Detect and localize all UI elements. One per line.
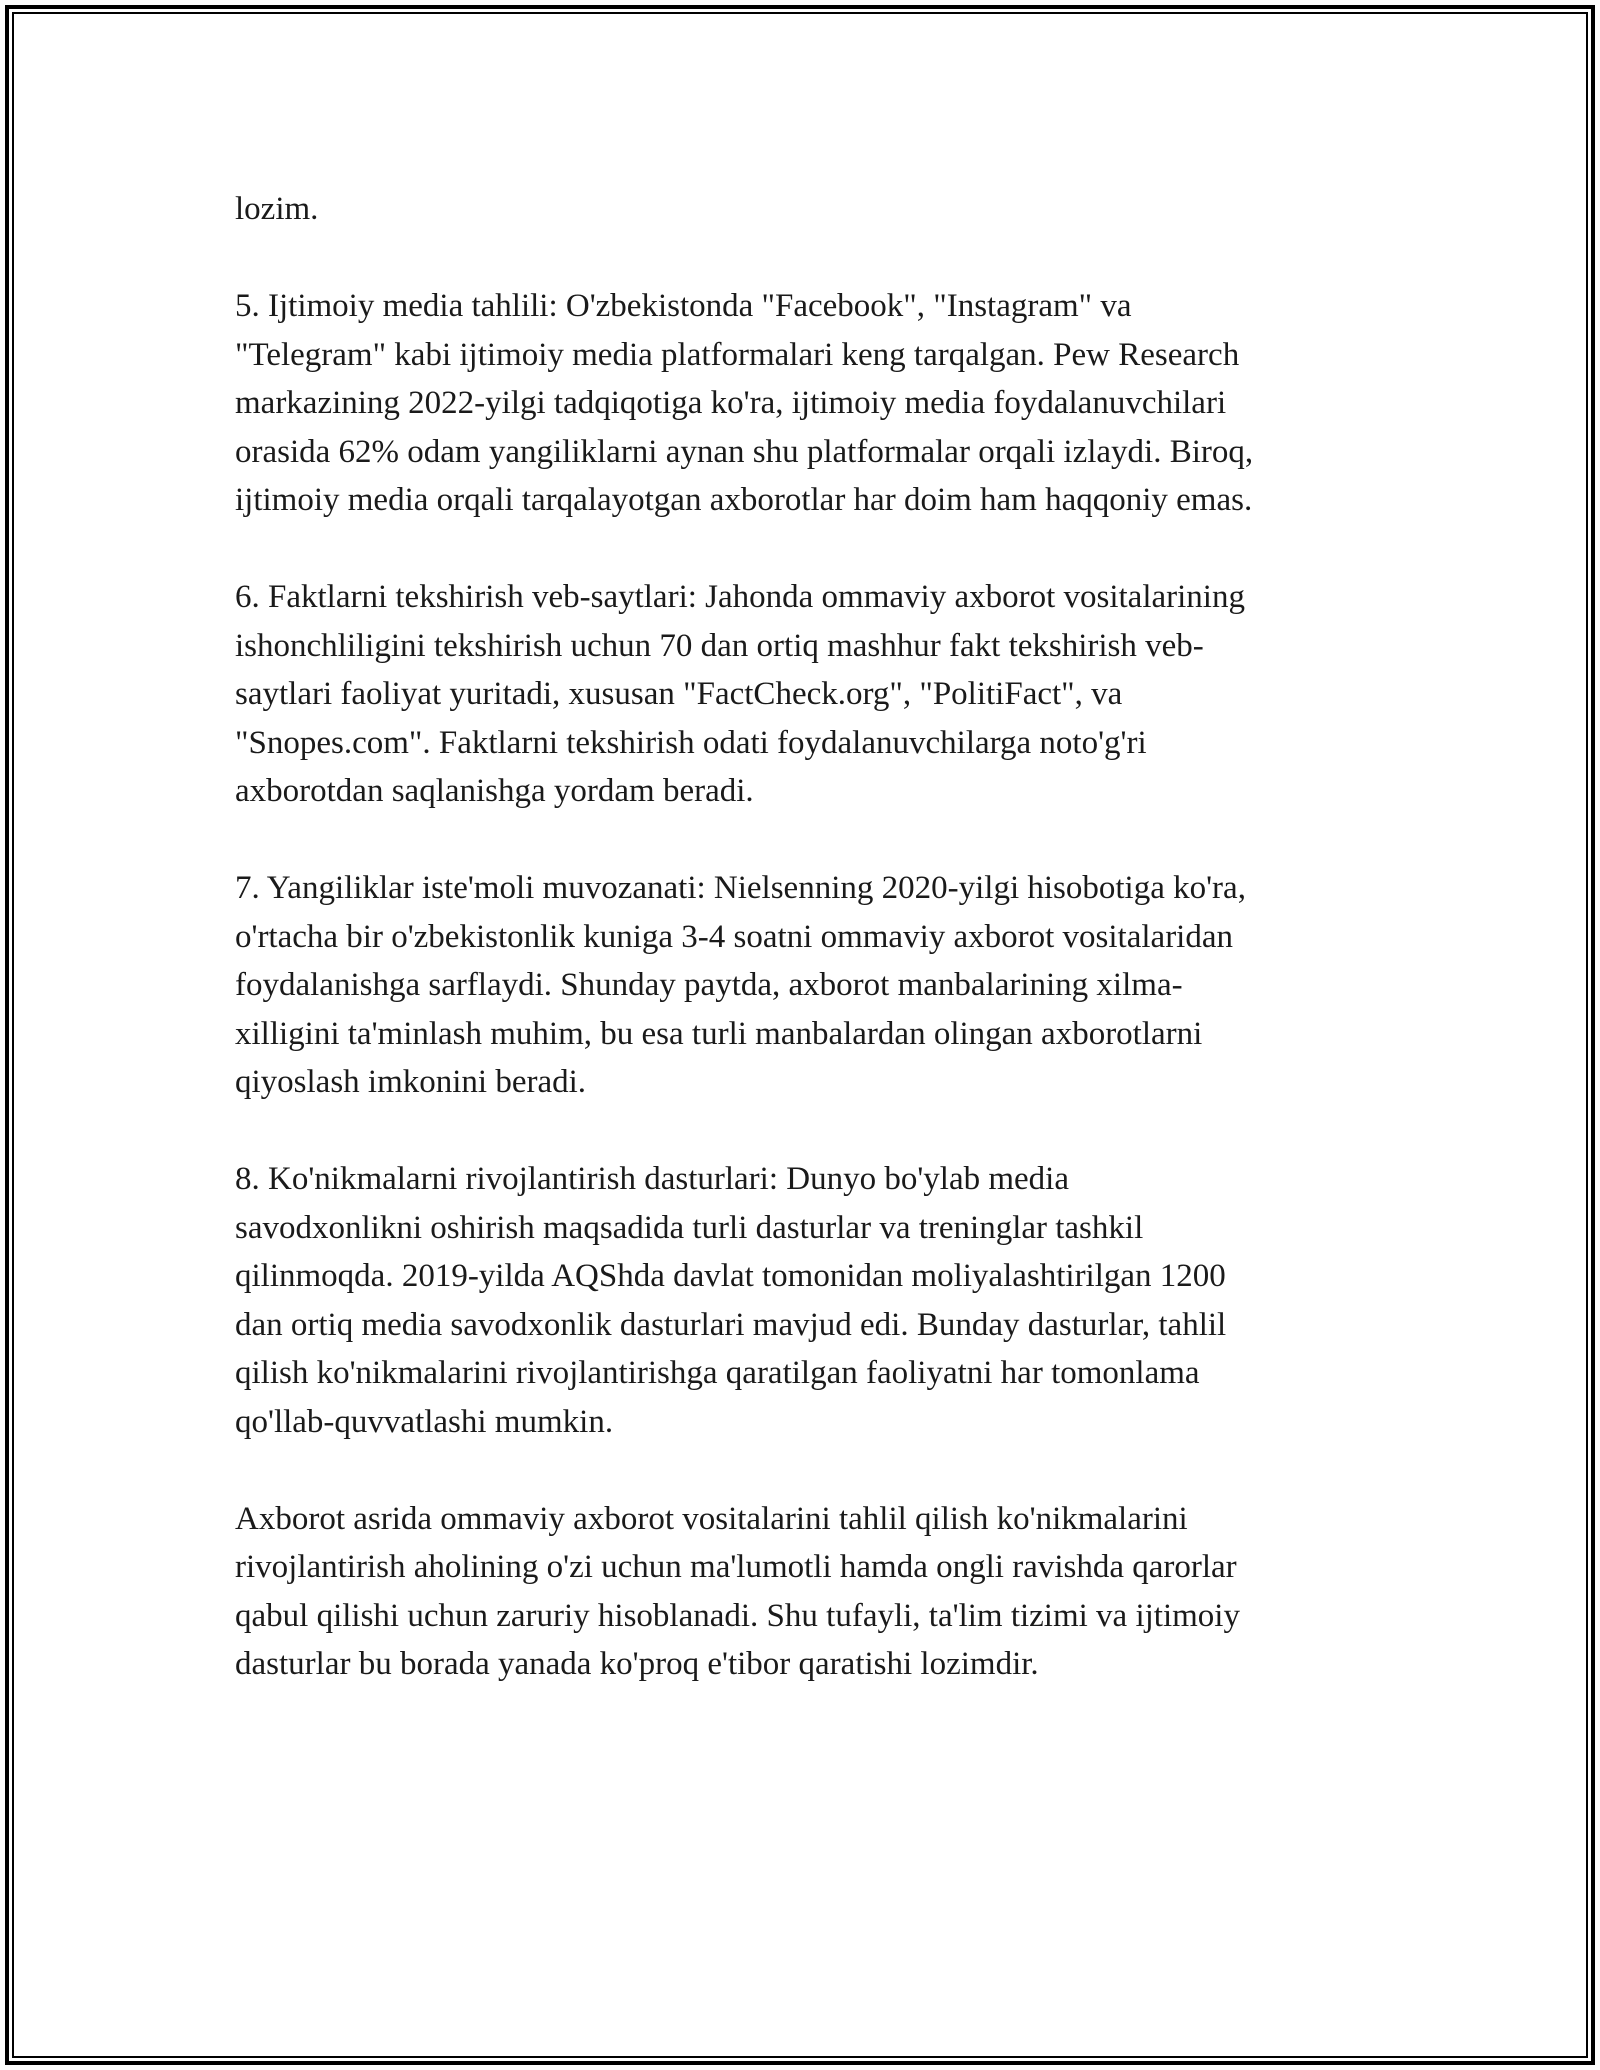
paragraph-continuation — [235, 185, 1380, 234]
text-line: orasida 62% odam yangiliklarni aynan shu platformalar orqali izlaydi. Biroq, — [235, 433, 1254, 470]
text-line: ishonchliligini tekshirish uchun 70 dan ortiq mashhur fakt tekshirish veb- — [235, 627, 1204, 664]
paragraph-social-media-analysis — [235, 282, 1380, 525]
paragraph-skills-development-programs — [235, 1155, 1380, 1446]
paragraph-fact-checking-sites — [235, 573, 1380, 816]
text-line: markazining 2022-yilgi tadqiqotiga ko'ra, ijtimoiy media foydalanuvchilari — [235, 385, 1227, 421]
paragraph-news-consumption-balance — [235, 864, 1380, 1107]
text-line: "Telegram" kabi ijtimoiy media platformalari keng tarqalgan. Pew Research — [235, 336, 1240, 373]
text-line: dan ortiq media savodxonlik dasturlari mavjud edi. Bunday dasturlar, tahlil — [235, 1306, 1227, 1343]
text-line: dasturlar bu borada yanada ko'proq e'tibor qaratishi lozimdir. — [235, 1646, 1039, 1682]
text-line: 6. Faktlarni tekshirish veb-saytlari: Jahonda ommaviy axborot vositalarining — [235, 579, 1245, 615]
text-line: rivojlantirish aholining o'zi uchun ma'lumotli hamda ongli ravishda qarorlar — [235, 1549, 1237, 1585]
text-line: o'rtacha bir o'zbekistonlik kuniga 3-4 soatni ommaviy axborot vositalaridan — [235, 918, 1233, 955]
text-line: xilligini ta'minlash muhim, bu esa turli manbalardan olingan axborotlarni — [235, 1015, 1203, 1052]
text-line: saytlari faoliyat yuritadi, xususan "FactCheck.org", "PolitiFact", va — [235, 676, 1123, 712]
text-line: 8. Ko'nikmalarni rivojlantirish dasturlari: Dunyo bo'ylab media — [235, 1161, 1069, 1197]
document-body — [235, 185, 1380, 1737]
text-line: qo'llab-quvvatlashi mumkin. — [235, 1403, 614, 1440]
text-line: lozim. — [235, 191, 319, 227]
text-line: qiyoslash imkonini beradi. — [235, 1064, 587, 1100]
text-line: foydalanishga sarflaydi. Shunday paytda, axborot manbalarining xilma- — [235, 967, 1183, 1003]
text-line: qabul qilishi uchun zaruriy hisoblanadi. Shu tufayli, ta'lim tizimi va ijtimoiy — [235, 1597, 1240, 1634]
text-line: savodxonlikni oshirish maqsadida turli dasturlar va treninglar tashkil — [235, 1209, 1144, 1246]
text-line: 5. Ijtimoiy media tahlili: O'zbekistonda "Facebook", "Instagram" va — [235, 288, 1132, 324]
text-line: axborotdan saqlanishga yordam beradi. — [235, 773, 754, 809]
paragraph-conclusion — [235, 1495, 1380, 1689]
text-line: Axborot asrida ommaviy axborot vositalarini tahlil qilish ko'nikmalarini — [235, 1500, 1188, 1537]
text-line: qilish ko'nikmalarini rivojlantirishga qaratilgan faoliyatni har tomonlama — [235, 1355, 1200, 1391]
text-line: "Snopes.com". Faktlarni tekshirish odati foydalanuvchilarga noto'g'ri — [235, 724, 1147, 761]
text-line: ijtimoiy media orqali tarqalayotgan axborotlar har doim ham haqqoniy emas. — [235, 482, 1253, 518]
text-line: 7. Yangiliklar iste'moli muvozanati: Nielsenning 2020-yilgi hisobotiga ko'ra, — [235, 870, 1246, 906]
text-line: qilinmoqda. 2019-yilda AQShda davlat tomonidan moliyalashtirilgan 1200 — [235, 1258, 1226, 1294]
